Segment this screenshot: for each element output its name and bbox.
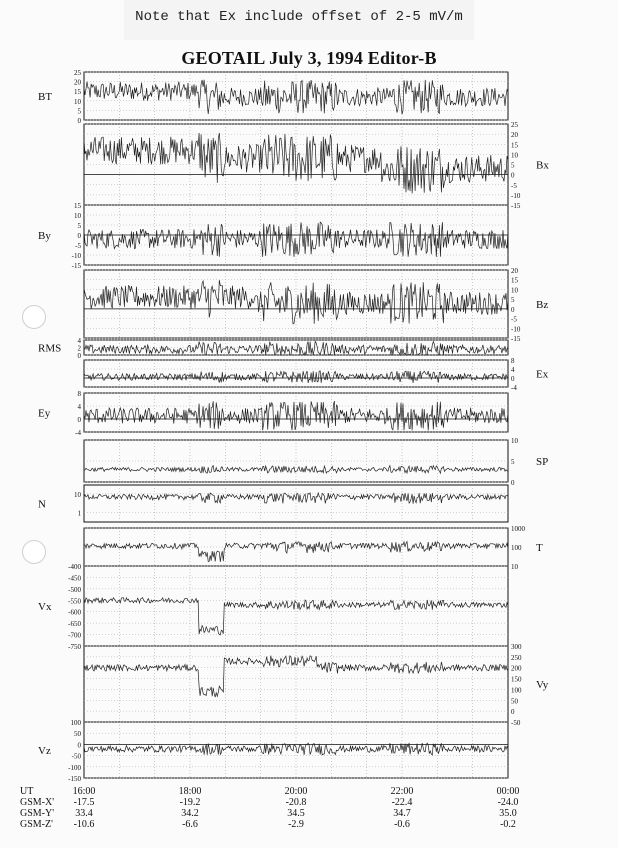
tick-label-vz: -50: [71, 752, 81, 761]
orbit-value: -2.9: [288, 819, 304, 830]
tick-label-vy: 250: [511, 653, 522, 662]
orbit-value: -6.6: [182, 819, 198, 830]
tick-label-vx: -600: [68, 608, 81, 617]
tick-label-vx: -450: [68, 574, 81, 583]
offset-note: Note that Ex include offset of 2-5 mV/m: [124, 0, 474, 40]
tick-label-rms: 0: [77, 352, 81, 360]
tick-label-ex: -4: [511, 384, 517, 392]
tick-label-by: -15: [71, 262, 81, 270]
tick-label-by: 10: [74, 212, 81, 220]
tick-label-bt: 25: [74, 69, 81, 77]
tick-label-bt: 10: [74, 97, 81, 106]
tick-label-rms: 2: [77, 344, 81, 353]
orbit-value: 34.7: [393, 808, 411, 819]
tick-label-vy: 200: [511, 664, 522, 673]
tick-label-bz: 0: [511, 305, 515, 314]
panel-label-sp: SP: [536, 456, 549, 468]
tick-label-bt: 0: [77, 117, 81, 125]
tick-label-bx: 25: [511, 121, 518, 129]
binder-hole-bottom: [22, 540, 46, 564]
tick-label-vz: 100: [70, 719, 81, 727]
tick-label-bx: 20: [511, 131, 518, 140]
tick-label-sp: 0: [511, 479, 515, 487]
panel-label-n: N: [38, 498, 46, 511]
tick-label-bx: -10: [511, 191, 521, 200]
orbit-value: -24.0: [497, 797, 519, 808]
orbit-value: 33.4: [75, 808, 93, 819]
orbit-value: -10.6: [73, 819, 95, 830]
tick-label-ex: 0: [511, 375, 515, 383]
orbit-table: [0, 786, 618, 846]
tick-label-ex: 8: [511, 357, 515, 365]
tick-label-vz: -100: [68, 763, 81, 772]
tick-label-sp: 5: [511, 458, 515, 466]
tick-label-n: 10: [74, 490, 81, 499]
tick-label-bt: 20: [74, 78, 81, 87]
tick-label-bx: 5: [511, 161, 515, 170]
tick-label-t: 1000: [511, 525, 525, 533]
tick-label-bt: 15: [74, 88, 81, 97]
tick-label-vy: 300: [511, 643, 522, 651]
tick-label-vz: 50: [74, 730, 81, 739]
x-tick-label: 00:00: [496, 786, 520, 797]
binder-hole-top: [22, 305, 46, 329]
tick-label-by: -10: [71, 252, 81, 260]
orbit-value: -17.5: [73, 797, 95, 808]
panel-label-vy: Vy: [536, 679, 549, 691]
tick-label-vx: -500: [68, 585, 81, 594]
series-line-by: [84, 222, 508, 257]
tick-label-bx: 10: [511, 151, 518, 160]
tick-label-bz: 20: [511, 267, 518, 275]
tick-label-vx: -750: [68, 643, 81, 651]
x-tick-label: 20:00: [284, 786, 308, 797]
panel-label-ey: Ey: [38, 407, 51, 420]
tick-label-bx: -15: [511, 202, 521, 210]
orbit-row-label: UT: [20, 786, 34, 797]
tick-label-vy: -50: [511, 719, 521, 727]
tick-label-vy: 100: [511, 686, 522, 695]
orbit-value: 35.0: [499, 808, 517, 819]
panel-label-vz: Vz: [38, 745, 51, 757]
tick-label-bz: -15: [511, 335, 521, 343]
tick-label-ex: 4: [511, 366, 515, 374]
series-line-sp: [84, 466, 508, 474]
panel-label-rms: RMS: [38, 342, 62, 355]
tick-label-n: 1: [77, 509, 81, 518]
orbit-row-label: GSM-X': [20, 797, 55, 808]
orbit-row-label: GSM-Y': [20, 808, 55, 819]
tick-label-vx: -650: [68, 620, 81, 629]
orbit-value: -22.4: [391, 797, 413, 808]
tick-label-ey: 8: [77, 390, 81, 398]
x-tick-label: 16:00: [72, 786, 96, 797]
tick-label-ey: -4: [75, 429, 81, 437]
x-tick-label: 22:00: [390, 786, 414, 797]
panel-label-t: T: [536, 542, 543, 554]
tick-label-vx: -700: [68, 631, 81, 640]
tick-label-sp: 10: [511, 437, 518, 445]
tick-label-vx: -400: [68, 563, 81, 571]
orbit-value: -0.6: [394, 819, 410, 830]
series-line-bz: [84, 280, 508, 324]
panel-frame-vy: [84, 646, 508, 722]
tick-label-ey: 0: [77, 416, 81, 424]
tick-label-vy: 150: [511, 675, 522, 684]
tick-label-bz: 5: [511, 296, 515, 305]
tick-label-by: 15: [74, 202, 81, 210]
panel-label-ex: Ex: [536, 368, 549, 381]
tick-label-bx: 15: [511, 141, 518, 150]
tick-label-vz: -150: [68, 775, 81, 783]
orbit-row-label: GSM-Z': [20, 819, 53, 830]
orbit-value: -19.2: [179, 797, 201, 808]
tick-label-vy: 0: [511, 708, 515, 717]
panel-label-vx: Vx: [38, 601, 52, 613]
tick-label-t: 100: [511, 544, 522, 552]
orbit-value: 34.2: [181, 808, 199, 819]
tick-label-bz: 10: [511, 286, 518, 295]
tick-label-by: 0: [77, 232, 81, 240]
tick-label-bx: 0: [511, 171, 515, 180]
orbit-value: -20.8: [285, 797, 307, 808]
panel-label-by: By: [38, 230, 51, 242]
panel-label-bx: Bx: [536, 159, 549, 172]
tick-label-rms: 4: [77, 337, 81, 345]
tick-label-by: -5: [75, 242, 81, 250]
tick-label-bz: -5: [511, 315, 517, 324]
tick-label-vy: 50: [511, 697, 518, 706]
x-tick-label: 18:00: [178, 786, 202, 797]
tick-label-bt: 5: [77, 107, 81, 116]
panel-label-bz: Bz: [536, 299, 549, 311]
tick-label-vx: -550: [68, 597, 81, 606]
tick-label-ey: 4: [77, 403, 81, 411]
tick-label-bz: -10: [511, 325, 521, 334]
orbit-value: 34.5: [287, 808, 305, 819]
orbit-value: -0.2: [500, 819, 516, 830]
tick-label-vz: 0: [77, 741, 81, 750]
chart-title: GEOTAIL July 3, 1994 Editor-B: [181, 48, 437, 68]
tick-label-bx: -5: [511, 181, 517, 190]
tick-label-bz: 15: [511, 276, 518, 285]
tick-label-by: 5: [77, 222, 81, 230]
tick-label-t: 10: [511, 563, 518, 571]
panel-label-bt: BT: [38, 91, 53, 103]
